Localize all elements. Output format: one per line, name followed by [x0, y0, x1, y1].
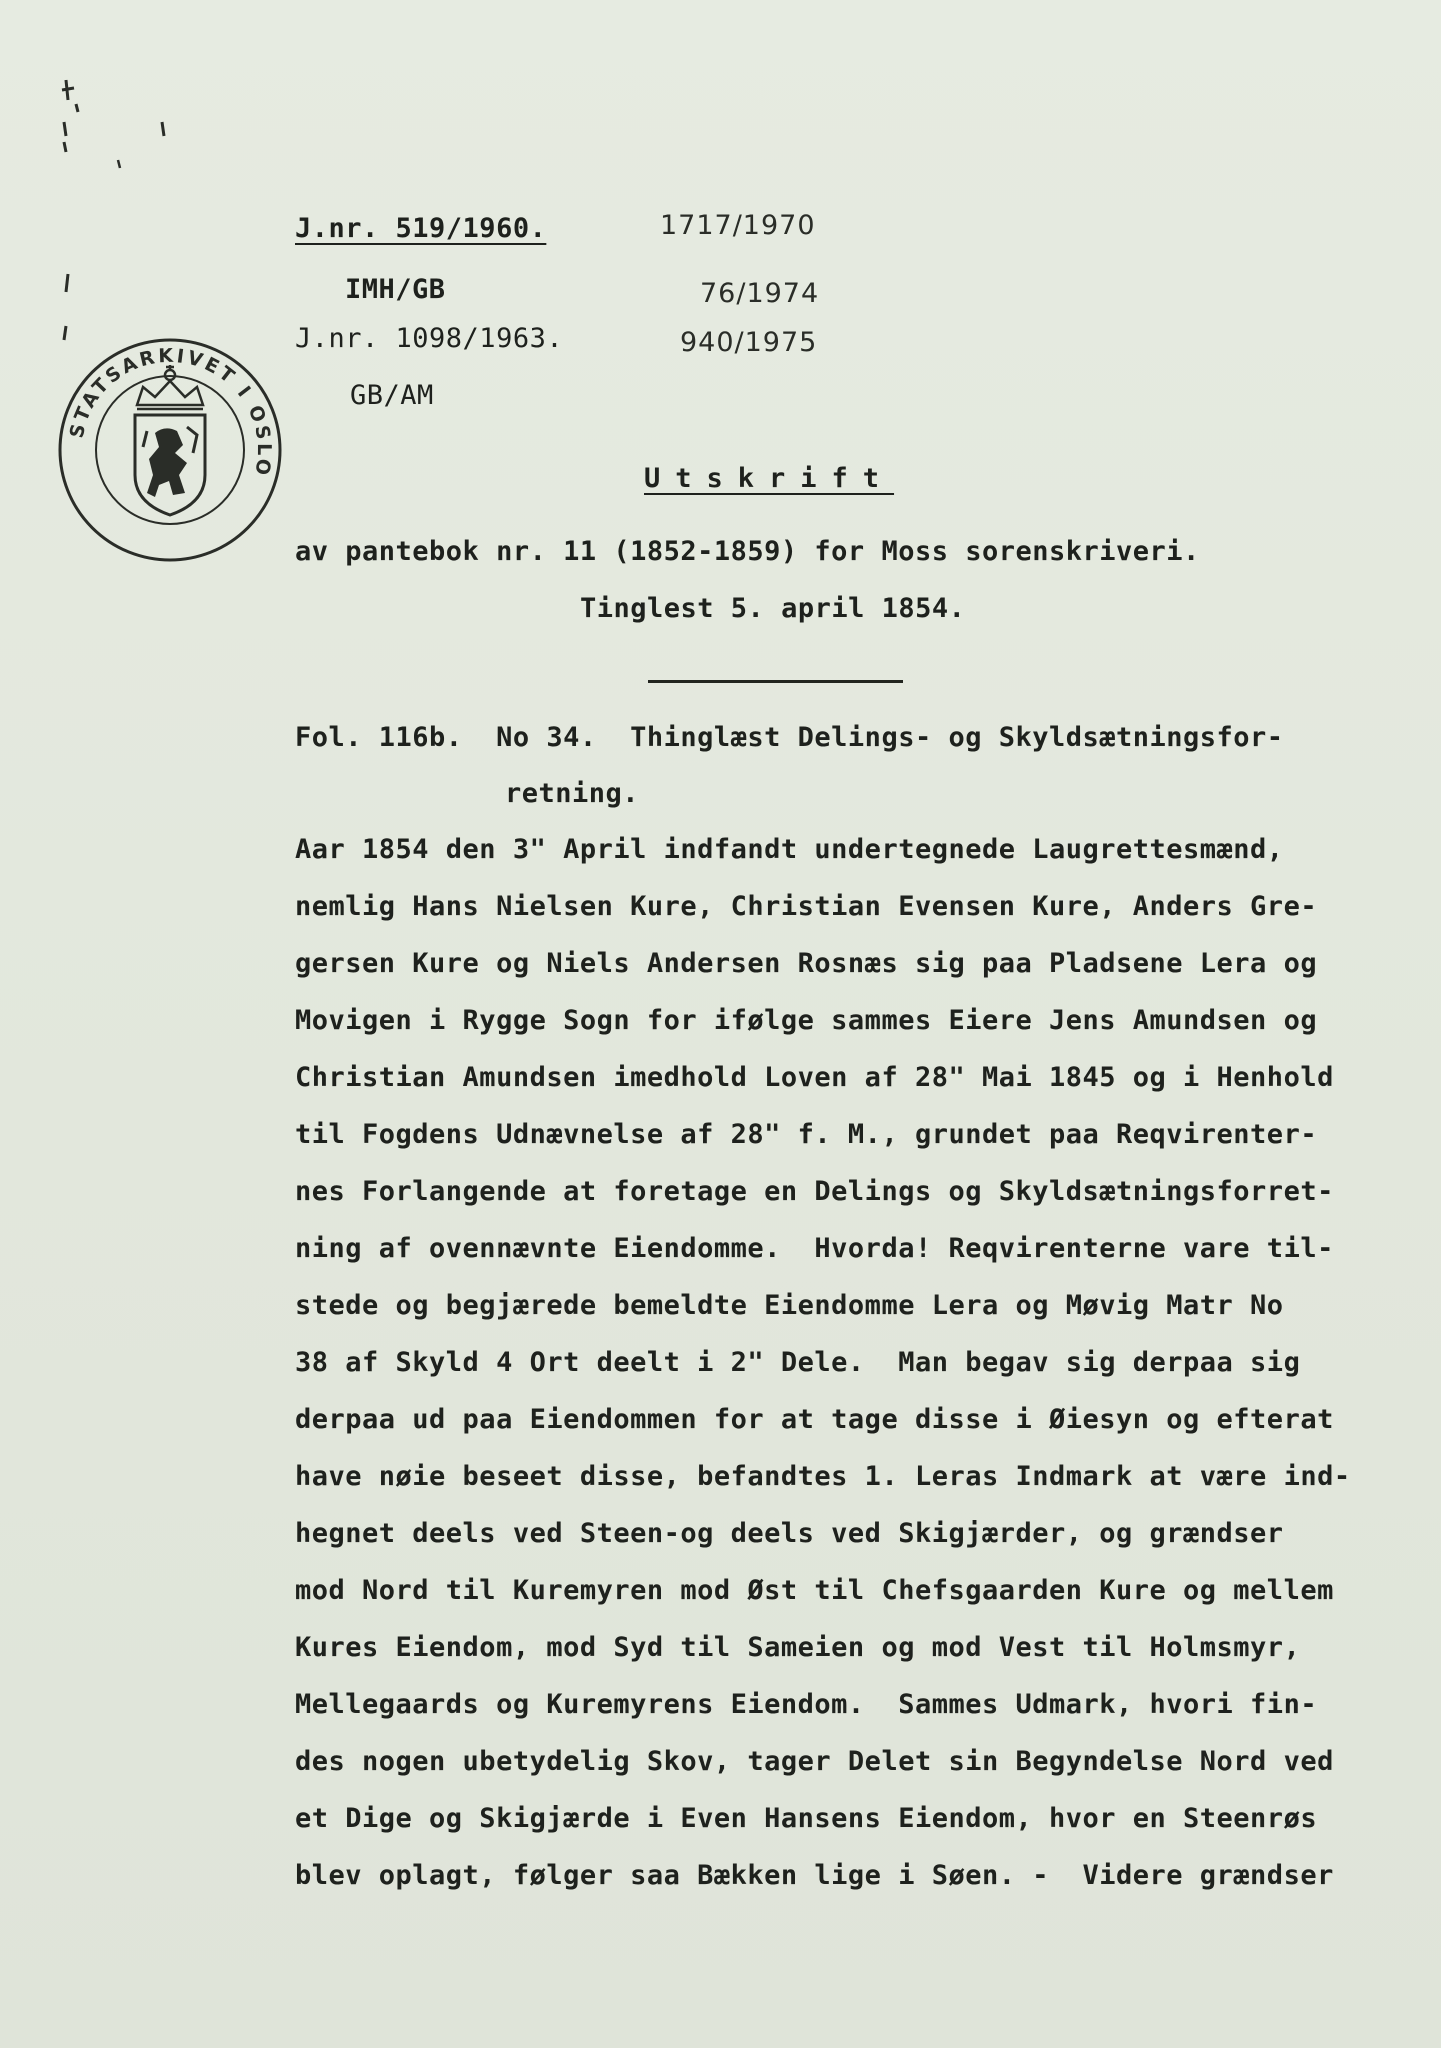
- archive-stamp-seal: [55, 335, 285, 565]
- body-line: des nogen ubetydelig Skov, tager Delet sin Begyndelse Nord ved: [295, 1746, 1334, 1777]
- crown-icon: [137, 365, 203, 409]
- body-line: hegnet deels ved Steen-og deels ved Skigjærder, og grændser: [295, 1518, 1284, 1549]
- separator-rule: [648, 680, 903, 683]
- body-line: gersen Kure og Niels Andersen Rosnæs sig paa Pladsene Lera og: [295, 948, 1318, 979]
- document-title: Utskrift: [644, 463, 895, 494]
- subtitle-line-1: av pantebok nr. 11 (1852-1859) for Moss sorenskriveri.: [295, 536, 1200, 567]
- annotation-number-1: 1717/1970: [660, 210, 816, 241]
- body-line: Kures Eiendom, mod Syd til Sameien og mod Vest til Holmsmyr,: [295, 1632, 1301, 1663]
- body-line: mod Nord til Kuremyren mod Øst til Chefsgaarden Kure og mellem: [295, 1575, 1334, 1606]
- body-line: Movigen i Rygge Sogn for ifølge sammes Eiere Jens Amundsen og: [295, 1005, 1318, 1036]
- body-line: til Fogdens Udnævnelse af 28" f. M., grundet paa Reqvirenter-: [295, 1119, 1318, 1150]
- body-line: Christian Amundsen imedhold Loven af 28" Mai 1845 og i Henhold: [295, 1062, 1334, 1093]
- body-line: have nøie beseet disse, befandtes 1. Leras Indmark at være ind-: [295, 1461, 1351, 1492]
- body-line: blev oplagt, følger saa Bækken lige i Søen. - Videre grændser: [295, 1860, 1334, 1891]
- body-line: stede og begjærede bemeldte Eiendomme Lera og Møvig Matr No: [295, 1290, 1284, 1321]
- body-line: Fol. 116b. No 34. Thinglæst Delings- og Skyldsætningsfor-: [295, 722, 1284, 753]
- body-line: ning af ovennævnte Eiendomme. Hvorda! Reqvirenterne vare til-: [295, 1233, 1334, 1264]
- stamp-ring-text: STATSARKIVET I OSLO: [65, 344, 276, 480]
- margin-marks: [58, 78, 178, 358]
- body-line: et Dige og Skigjærde i Even Hansens Eiendom, hvor en Steenrøs: [295, 1803, 1318, 1834]
- body-line: nemlig Hans Nielsen Kure, Christian Evensen Kure, Anders Gre-: [295, 891, 1318, 922]
- body-line: retning.: [505, 778, 640, 809]
- annotation-number-3: 940/1975: [680, 327, 818, 358]
- body-line: Mellegaards og Kuremyrens Eiendom. Sammes Udmark, hvori fin-: [295, 1689, 1318, 1720]
- body-line: nes Forlangende at foretage en Delings og Skyldsætningsforret-: [295, 1176, 1334, 1207]
- journal-number-1: J.nr. 519/1960.: [295, 213, 547, 244]
- subtitle-line-2: Tinglest 5. april 1854.: [580, 593, 966, 624]
- body-line: Aar 1854 den 3" April indfandt undertegnede Laugrettesmænd,: [295, 834, 1284, 865]
- body-line: 38 af Skyld 4 Ort deelt i 2" Dele. Man begav sig derpaa sig: [295, 1347, 1301, 1378]
- body-line: derpaa ud paa Eiendommen for at tage disse i Øiesyn og efterat: [295, 1404, 1334, 1435]
- reference-initials-2: GB/AM: [350, 380, 434, 411]
- annotation-number-2: 76/1974: [700, 278, 820, 309]
- lion-shield-icon: [135, 415, 205, 515]
- reference-initials-1: IMH/GB: [345, 274, 446, 305]
- journal-number-2: J.nr. 1098/1963.: [295, 323, 564, 354]
